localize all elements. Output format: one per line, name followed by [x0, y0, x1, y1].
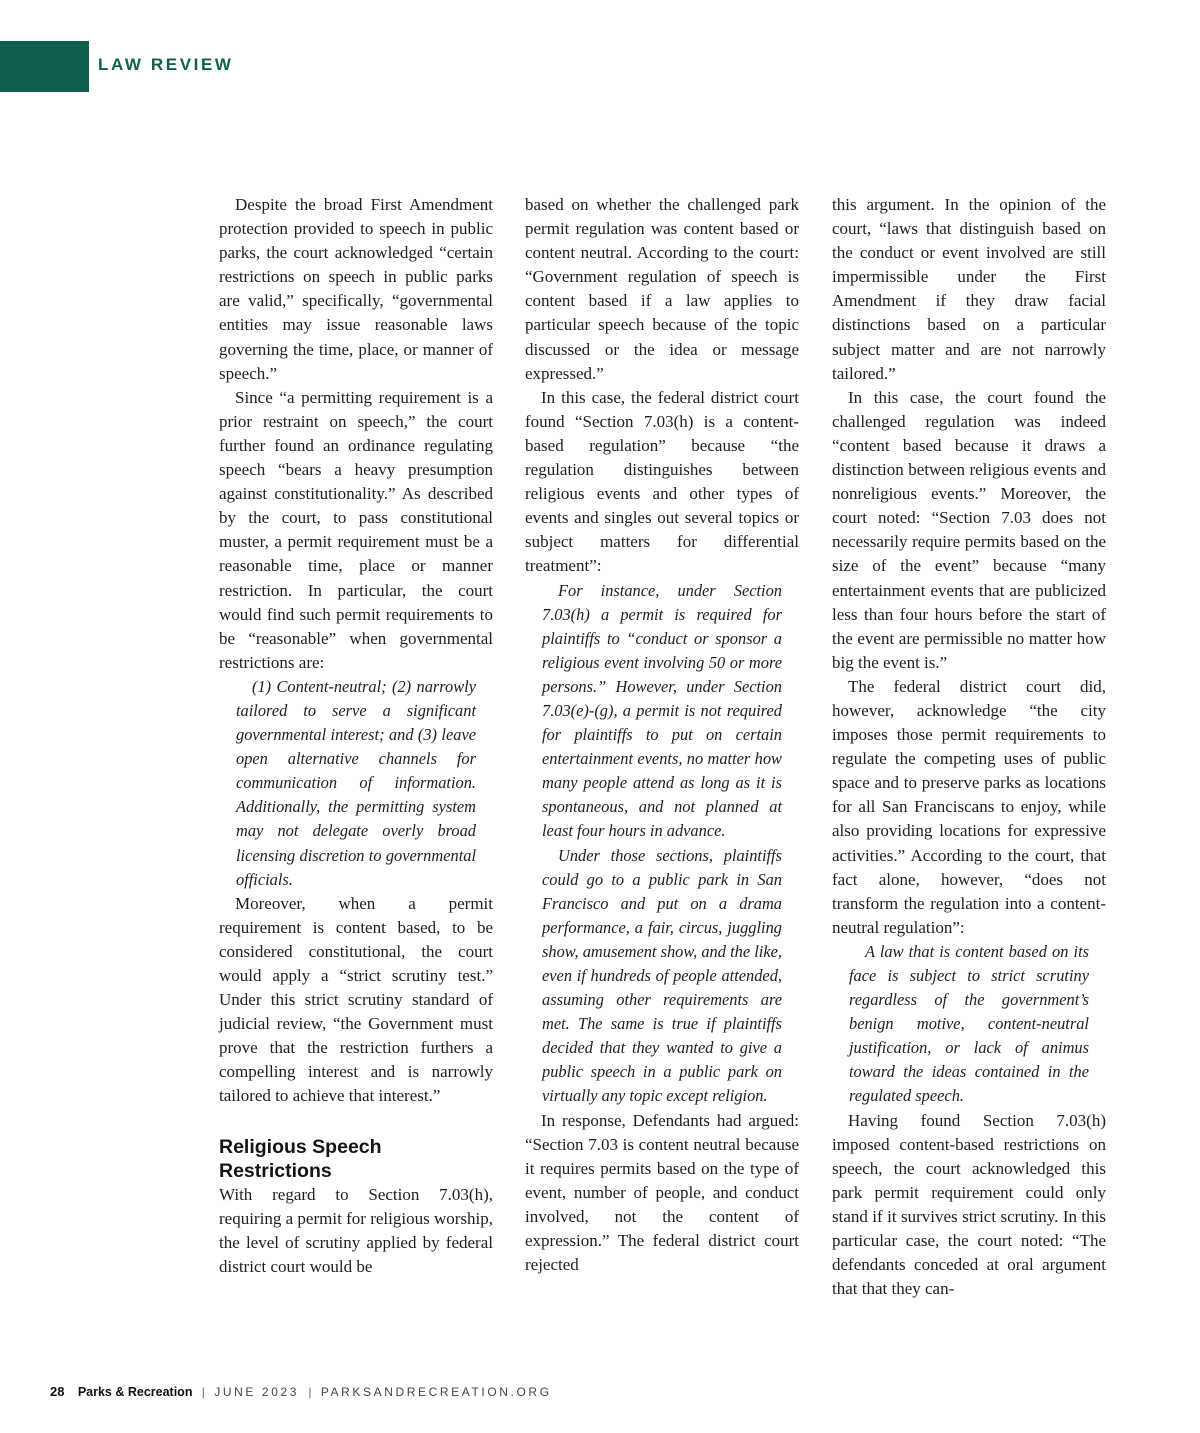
website-link[interactable]: PARKSANDRECREATION.ORG: [320, 1385, 552, 1399]
block-quote: (1) Content-neutral; (2) narrowly tailored to serve a significant governmental interest; and (3) leave open alternative channels for communication of information. Additionally, the permitting system may not delegate overly broad licensing discretion to governmental officials.: [236, 676, 476, 889]
section-heading: Religious Speech Restrictions: [219, 1135, 382, 1182]
article-column-1: [219, 193, 493, 1279]
paragraph: In response, Defendants had argued: “Section 7.03 is content neutral because it requires permits based on the type of event, number of people, and conduct involved, not the content of expression.” The federal district court rejected: [525, 1110, 799, 1275]
footer-separator: |: [201, 1385, 205, 1399]
issue-date: JUNE 2023: [214, 1385, 300, 1399]
paragraph: this argument. In the opinion of the court, “laws that distinguish based on the conduct or event involved are still impermissible under the First Amendment if they draw facial distinctions based on a particular subject matter and are not narrowly tailored.”: [832, 195, 1106, 383]
paragraph: Despite the broad First Amendment protection provided to speech in public parks, the court acknowledged “certain restrictions on speech in public parks are valid,” specifically, “governmental entities may issue reasonable laws governing the time, place, or manner of speech.”: [219, 195, 493, 383]
article-column-3: [832, 193, 1106, 1301]
footer-separator: |: [308, 1385, 312, 1399]
block-quote: A law that is content based on its face is subject to strict scrutiny regardless of the government’s benign motive, content-neutral justification, or lack of animus toward the ideas contained in the regulated speech.: [849, 941, 1089, 1106]
article-column-2: [525, 193, 799, 1277]
paragraph: With regard to Section 7.03(h), requiring a permit for religious worship, the level of scrutiny applied by federal district court would be: [219, 1184, 493, 1276]
paragraph: Having found Section 7.03(h) imposed content-based restrictions on speech, the court acknowledged this park permit requirement could only stand if it survives strict scrutiny. In this particular case, the court noted: “The defendants conceded at oral argument that that they can-: [832, 1110, 1106, 1299]
section-tab-bar: [0, 41, 89, 92]
paragraph: In this case, the court found the challenged regulation was indeed “content based because it draws a distinction between religious events and nonreligious events.” Moreover, the court noted: “Section 7.03 does not necessarily require permits based on the size of the event” because “many entertainment events that are publicized less than four hours before the start of the event are permissible no matter how big the event is.”: [832, 387, 1106, 672]
paragraph: The federal district court did, however, acknowledge “the city imposes those permit requirements to regulate the competing uses of public space and to preserve parks as locations for all San Franciscans to enjoy, while also providing locations for expressive activities.” According to the court, that fact alone, however, “does not transform the regulation into a content-neutral regulation”:: [832, 676, 1106, 937]
paragraph: based on whether the challenged park permit regulation was content based or content neutral. According to the court: “Government regulation of speech is content based if a law applies to particular speech because of the topic discussed or the idea or message expressed.”: [525, 195, 799, 383]
paragraph: Since “a permitting requirement is a prior restraint on speech,” the court further found an ordinance regulating speech “bears a heavy presumption against constitutionality.” As described by the court, to pass constitutional muster, a permit requirement must be a reasonable time, place or manner restriction. In particular, the court would find such permit requirements to be “reasonable” when governmental restrictions are:: [219, 387, 493, 672]
section-label: LAW REVIEW: [98, 55, 234, 74]
block-quote: For instance, under Section 7.03(h) a permit is required for plaintiffs to “conduct or sponsor a religious event involving 50 or more persons.” However, under Section 7.03(e)-(g), a permit is not required for plaintiffs to put on certain entertainment events, no matter how many people attend as long as it is spontaneous, and not planned at least four hours in advance.: [542, 580, 782, 841]
magazine-name: Parks & Recreation: [77, 1385, 193, 1399]
paragraph: In this case, the federal district court found “Section 7.03(h) is a content-based regulation” because “the regulation distinguishes between religious events and other types of events and singles out several topics or subject matters for differential treatment”:: [525, 387, 799, 576]
page-number: 28: [50, 1384, 65, 1399]
block-quote: Under those sections, plaintiffs could go to a public park in San Francisco and put on a drama performance, a fair, circus, juggling show, amusement show, and the like, even if hundreds of people attended, assuming other requirements are met. The same is true if plaintiffs decided that they wanted to give a public speech in a public park on virtually any topic except religion.: [542, 845, 782, 1106]
paragraph: Moreover, when a permit requirement is content based, to be considered constitutional, the court would apply a “strict scrutiny test.” Under this strict scrutiny standard of judicial review, “the Government must prove that the restriction furthers a compelling interest and is narrowly tailored to achieve that interest.”: [219, 893, 493, 1106]
page-footer: [50, 1384, 552, 1399]
